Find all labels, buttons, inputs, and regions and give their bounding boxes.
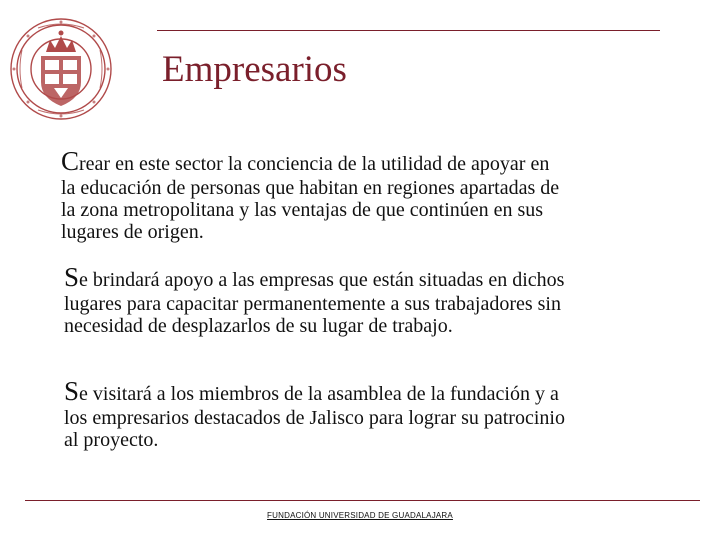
footer-divider xyxy=(25,500,700,501)
paragraph-line: lugares de origen. xyxy=(61,221,204,243)
paragraph-line: la educación de personas que habitan en regiones apartadas de xyxy=(61,177,560,199)
header-divider xyxy=(157,30,660,31)
footer-text: FUNDACIÓN UNIVERSIDAD DE GUADALAJARA xyxy=(267,511,453,520)
paragraph-first-line: e visitará a los miembros de la asamblea de la fundación y a xyxy=(79,383,559,405)
paragraph-line: lugares para capacitar permanentemente a sus trabajadores sin xyxy=(64,293,561,315)
paragraph-line xyxy=(64,262,565,292)
paragraph-line xyxy=(61,146,559,176)
university-seal-icon xyxy=(8,16,114,122)
slide-title: Empresarios xyxy=(162,49,347,90)
paragraph-line: al proyecto. xyxy=(64,429,159,451)
paragraph-line: los empresarios destacados de Jalisco para lograr su patrocinio xyxy=(64,407,565,429)
paragraph-first-line: e brindará apoyo a las empresas que están situadas en dichos xyxy=(79,269,565,291)
drop-initial: C xyxy=(61,146,80,176)
paragraph-first-line: rear en este sector la conciencia de la utilidad de apoyar en xyxy=(79,153,550,175)
drop-initial: S xyxy=(64,262,80,292)
paragraph-2 xyxy=(64,262,565,337)
paragraph-1 xyxy=(61,146,560,243)
paragraph-line: necesidad de desplazarlos de su lugar de trabajo. xyxy=(64,315,453,337)
drop-initial: S xyxy=(64,376,80,406)
paragraph-line xyxy=(64,376,565,406)
paragraph-3 xyxy=(64,376,565,451)
paragraph-line: la zona metropolitana y las ventajas de que continúen en sus xyxy=(61,199,544,221)
